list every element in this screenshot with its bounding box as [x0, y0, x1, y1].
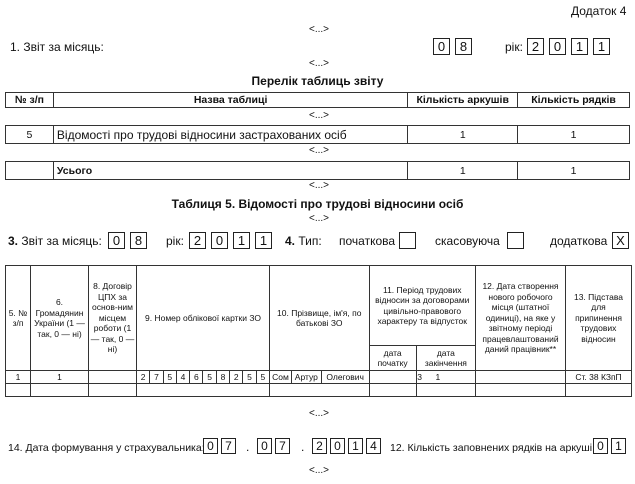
- cell-reason: Ст. 38 КЗпП: [566, 371, 632, 384]
- date-label: 14. Дата формування у страхувальника:: [8, 442, 205, 454]
- digit-box: 0: [203, 438, 218, 454]
- type-initial-checkbox[interactable]: [399, 232, 421, 249]
- cell-gph: [89, 371, 137, 384]
- digit-box: 1: [348, 438, 363, 454]
- table5: [5, 265, 632, 397]
- col-num: № з/п: [6, 93, 54, 108]
- end-value: 1: [435, 372, 441, 382]
- digit-box: 1: [255, 232, 272, 249]
- report-year-digits: [527, 38, 615, 55]
- row-num: 5: [6, 126, 54, 144]
- ellipsis: <...>: [308, 24, 329, 35]
- report-month-label: 1. Звіт за місяць:: [10, 40, 104, 54]
- cell-num: 1: [6, 371, 31, 384]
- tables-list-row: [5, 125, 630, 144]
- row-sheets: 1: [408, 126, 518, 144]
- cell-citizen: 1: [31, 371, 89, 384]
- year-label: рік:: [505, 40, 523, 54]
- digit-box: 0: [211, 232, 228, 249]
- digit-box: 1: [571, 38, 588, 55]
- h11: 11. Період трудових відносин за договорами цивільно-правового характеру та відпусток: [369, 266, 475, 346]
- rows-digits: [593, 438, 629, 454]
- h11b: дата закінчення: [416, 346, 475, 371]
- table5-month-line: [8, 234, 102, 248]
- checkbox-mark: X: [612, 232, 629, 249]
- h9: 9. Номер облікової картки ЗО: [137, 266, 270, 371]
- h12: 12. Дата створення нового робочого місця (штатної одиниці), на яке у звітному періоді працевлаштований даний працівник**: [476, 266, 566, 371]
- digit-box: 0: [549, 38, 566, 55]
- table5-title: Таблиця 5. Відомості про трудові відносини осіб: [171, 197, 464, 211]
- rows-label: 12. Кількість заповнених рядків на аркуші: [390, 442, 593, 454]
- type-initial-label: початкова: [339, 234, 396, 248]
- h8: 8. Договір ЦПХ за основ-ним місцем роботи (1 — так, 0 — ні): [89, 266, 137, 371]
- table5-type: [285, 234, 322, 248]
- type-cancel-label: скасовуюча: [435, 234, 500, 248]
- cell-surname: Сом: [270, 371, 292, 384]
- card-digit: 2: [137, 371, 150, 384]
- date-dot: .: [301, 440, 305, 454]
- col-name: Назва таблиці: [53, 93, 407, 108]
- ellipsis: <...>: [308, 180, 329, 191]
- col-rows: Кількість рядків: [518, 93, 630, 108]
- digit-box: 0: [433, 38, 450, 55]
- report-month-digits: [433, 38, 477, 55]
- row-rows: 1: [518, 126, 630, 144]
- digit-box: 0: [257, 438, 272, 454]
- table5-month-digits: [108, 232, 152, 249]
- type-cancel-checkbox[interactable]: [507, 232, 529, 249]
- date-year: [312, 438, 384, 454]
- digit-box: 7: [275, 438, 290, 454]
- row-name: Відомості про трудові відносини застрахованих осіб: [53, 126, 407, 144]
- total-rows: 1: [518, 162, 630, 180]
- digit-box: 2: [189, 232, 206, 249]
- cell-new-place: [476, 371, 566, 384]
- tables-list-total: [5, 161, 630, 180]
- h13: 13. Підстава для припинення трудових відносин: [566, 266, 632, 371]
- digit-box: 0: [108, 232, 125, 249]
- card-digit: 5: [163, 371, 176, 384]
- table5-year-digits: [189, 232, 277, 249]
- total-sheets: 1: [408, 162, 518, 180]
- digit-box: 0: [593, 438, 608, 454]
- type-additional-checkbox[interactable]: [612, 232, 634, 249]
- appendix-label: Додаток 4: [571, 4, 627, 18]
- date-month: [257, 438, 293, 454]
- type-additional-label: додаткова: [550, 234, 608, 248]
- card-digit: 5: [243, 371, 256, 384]
- table5-year-label: рік:: [166, 234, 184, 248]
- checkbox-mark: [399, 232, 416, 249]
- h11a: дата початку: [369, 346, 416, 371]
- digit-box: 0: [330, 438, 345, 454]
- digit-box: 7: [221, 438, 236, 454]
- card-digit: 7: [150, 371, 163, 384]
- ellipsis: <...>: [308, 408, 329, 419]
- digit-box: 4: [366, 438, 381, 454]
- ellipsis: <...>: [308, 465, 329, 476]
- h6: 6. Громадянин України (1 — так, 0 — ні): [31, 266, 89, 371]
- ellipsis: <...>: [308, 213, 329, 224]
- ellipsis: <...>: [308, 58, 329, 69]
- cell-end: [416, 371, 475, 384]
- digit-box: 1: [233, 232, 250, 249]
- cell-start: [369, 371, 422, 384]
- start-value: 3: [417, 372, 422, 382]
- col-sheets: Кількість аркушів: [408, 93, 518, 108]
- digit-box: 2: [527, 38, 544, 55]
- digit-box: 8: [130, 232, 147, 249]
- card-digit: 5: [203, 371, 216, 384]
- card-digit: 4: [176, 371, 189, 384]
- digit-box: 1: [593, 38, 610, 55]
- type-label: Тип:: [298, 234, 322, 248]
- total-label: Усього: [53, 162, 407, 180]
- cell-patronymic: Олегович: [321, 371, 369, 384]
- cell-name: Артур: [291, 371, 321, 384]
- tables-list-header: [5, 92, 630, 108]
- digit-box: 1: [611, 438, 626, 454]
- digit-box: 2: [312, 438, 327, 454]
- card-digit: 8: [216, 371, 229, 384]
- table5-month-num: 3.: [8, 234, 19, 248]
- digit-box: 8: [455, 38, 472, 55]
- type-num: 4.: [285, 234, 296, 248]
- ellipsis: <...>: [308, 145, 329, 156]
- table5-month-label: Звіт за місяць:: [21, 234, 102, 248]
- date-day: [203, 438, 239, 454]
- date-dot: .: [246, 440, 250, 454]
- card-digit: 6: [190, 371, 203, 384]
- card-digit: 5: [256, 371, 269, 384]
- tables-list-title: Перелік таблиць звіту: [251, 74, 384, 88]
- h5: 5. № з/п: [6, 266, 31, 371]
- ellipsis: <...>: [308, 110, 329, 121]
- card-digit: 2: [230, 371, 243, 384]
- total-empty: [6, 162, 54, 180]
- h10: 10. Прізвище, ім'я, по батькові ЗО: [270, 266, 370, 371]
- checkbox-mark: [507, 232, 524, 249]
